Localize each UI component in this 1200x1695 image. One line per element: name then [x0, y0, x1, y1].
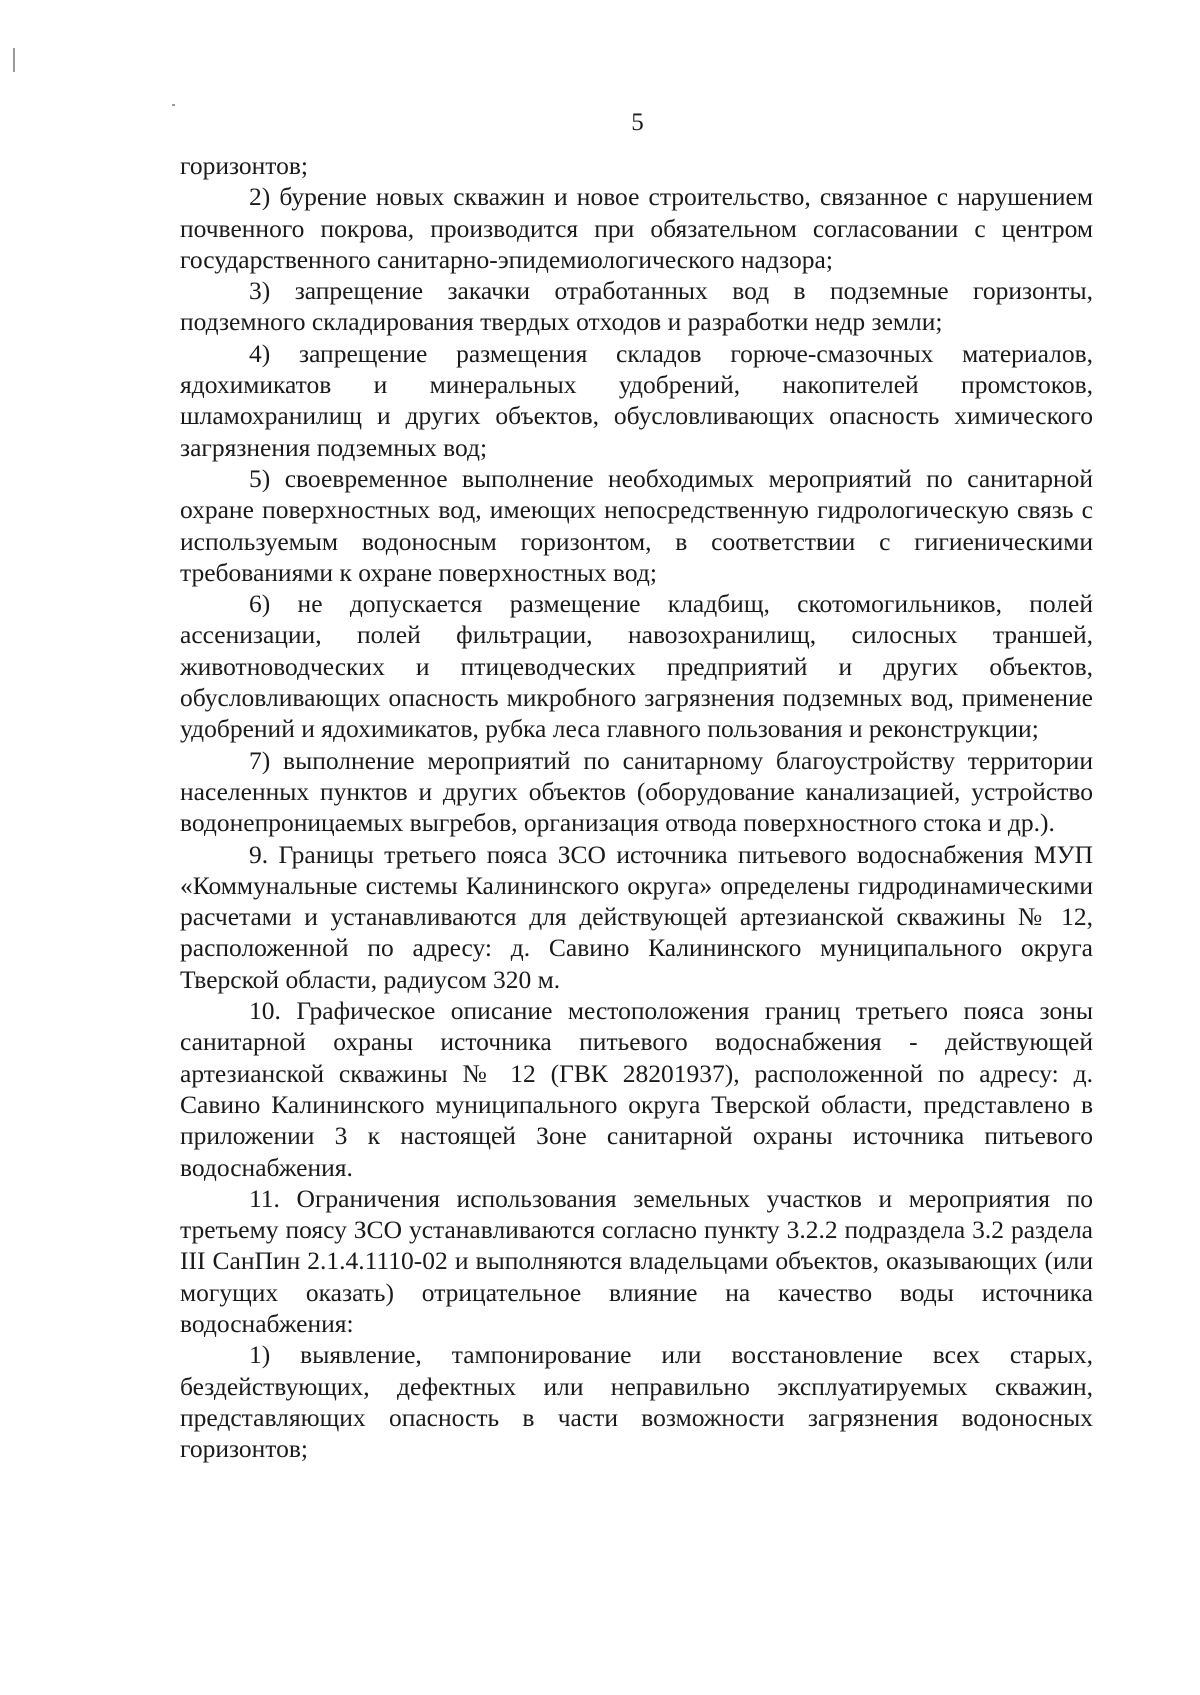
paragraph: 7) выполнение мероприятий по санитарному благоустройству территории населенных пунктов и других объектов (оборудование канализацией, устройство водонепроницаемых выгребов, организация отвода поверхностного стока и др.).: [180, 745, 1093, 838]
paragraph: 1) выявление, тампонирование или восстановление всех старых, бездействующих, дефектных или неправильно эксплуатируемых скважин, представляющих опасность в части возможности загрязнения водоносных горизонтов;: [180, 1340, 1093, 1464]
paragraph: 9. Границы третьего пояса ЗСО источника питьевого водоснабжения МУП «Коммунальные системы Калининского округа» определены гидродинамическими расчетами и устанавливаются для действующей артезианской скважины № 12, расположенной по адресу: д. Савино Калининского муниципального округа Тверской области, радиусом 320 м.: [180, 839, 1093, 994]
paragraph: 4) запрещение размещения складов горюче-смазочных материалов, ядохимикатов и минеральных удобрений, накопителей промстоков, шламохранилищ и других объектов, обусловливающих опасность химического загрязнения подземных вод;: [180, 338, 1093, 462]
scan-mark: [172, 104, 175, 106]
paragraph: 6) не допускается размещение кладбищ, скотомогильников, полей ассенизации, полей фильтрации, навозохранилищ, силосных траншей, животноводческих и птицеводческих предприятий и других объектов, обусловливающих опасность микробного загрязнения подземных вод, применение удобрений и ядохимикатов, рубка леса главного пользования и реконструкции;: [180, 589, 1093, 744]
paragraph: 10. Графическое описание местоположения границ третьего пояса зоны санитарной охраны источника питьевого водоснабжения - действующей артезианской скважины № 12 (ГВК 28201937), расположенной по адресу: д. Савино Калининского муниципального округа Тверской области, представлено в приложении 3 к настоящей Зоне санитарной охраны источника питьевого водоснабжения.: [180, 996, 1093, 1182]
page-number: 5: [631, 109, 644, 136]
scan-mark: [13, 48, 15, 72]
paragraph: горизонтов;: [180, 151, 308, 180]
paragraph: 5) своевременное выполнение необходимых мероприятий по санитарной охране поверхностных вод, имеющих непосредственную гидрологическую связь с используемым водоносным горизонтом, в соответствии с гигиеническими требованиями к охране поверхностных вод;: [180, 463, 1093, 587]
paragraph: 2) бурение новых скважин и новое строительство, связанное с нарушением почвенного покрова, производится при обязательном согласовании с центром государственного санитарно-эпидемиологического надзора;: [180, 182, 1093, 274]
paragraph: 3) запрещение закачки отработанных вод в подземные горизонты, подземного складирования твердых отходов и разработки недр земли;: [180, 276, 1093, 337]
document-body: [180, 150, 1093, 1464]
paragraph: 11. Ограничения использования земельных участков и мероприятия по третьему поясу ЗСО устанавливаются согласно пункту 3.2.2 подраздела 3.2 раздела III СанПин 2.1.4.1110-02 и выполняются владельцами объектов, оказывающих (или могущих оказать) отрицательное влияние на качество воды источника водоснабжения:: [180, 1183, 1093, 1338]
